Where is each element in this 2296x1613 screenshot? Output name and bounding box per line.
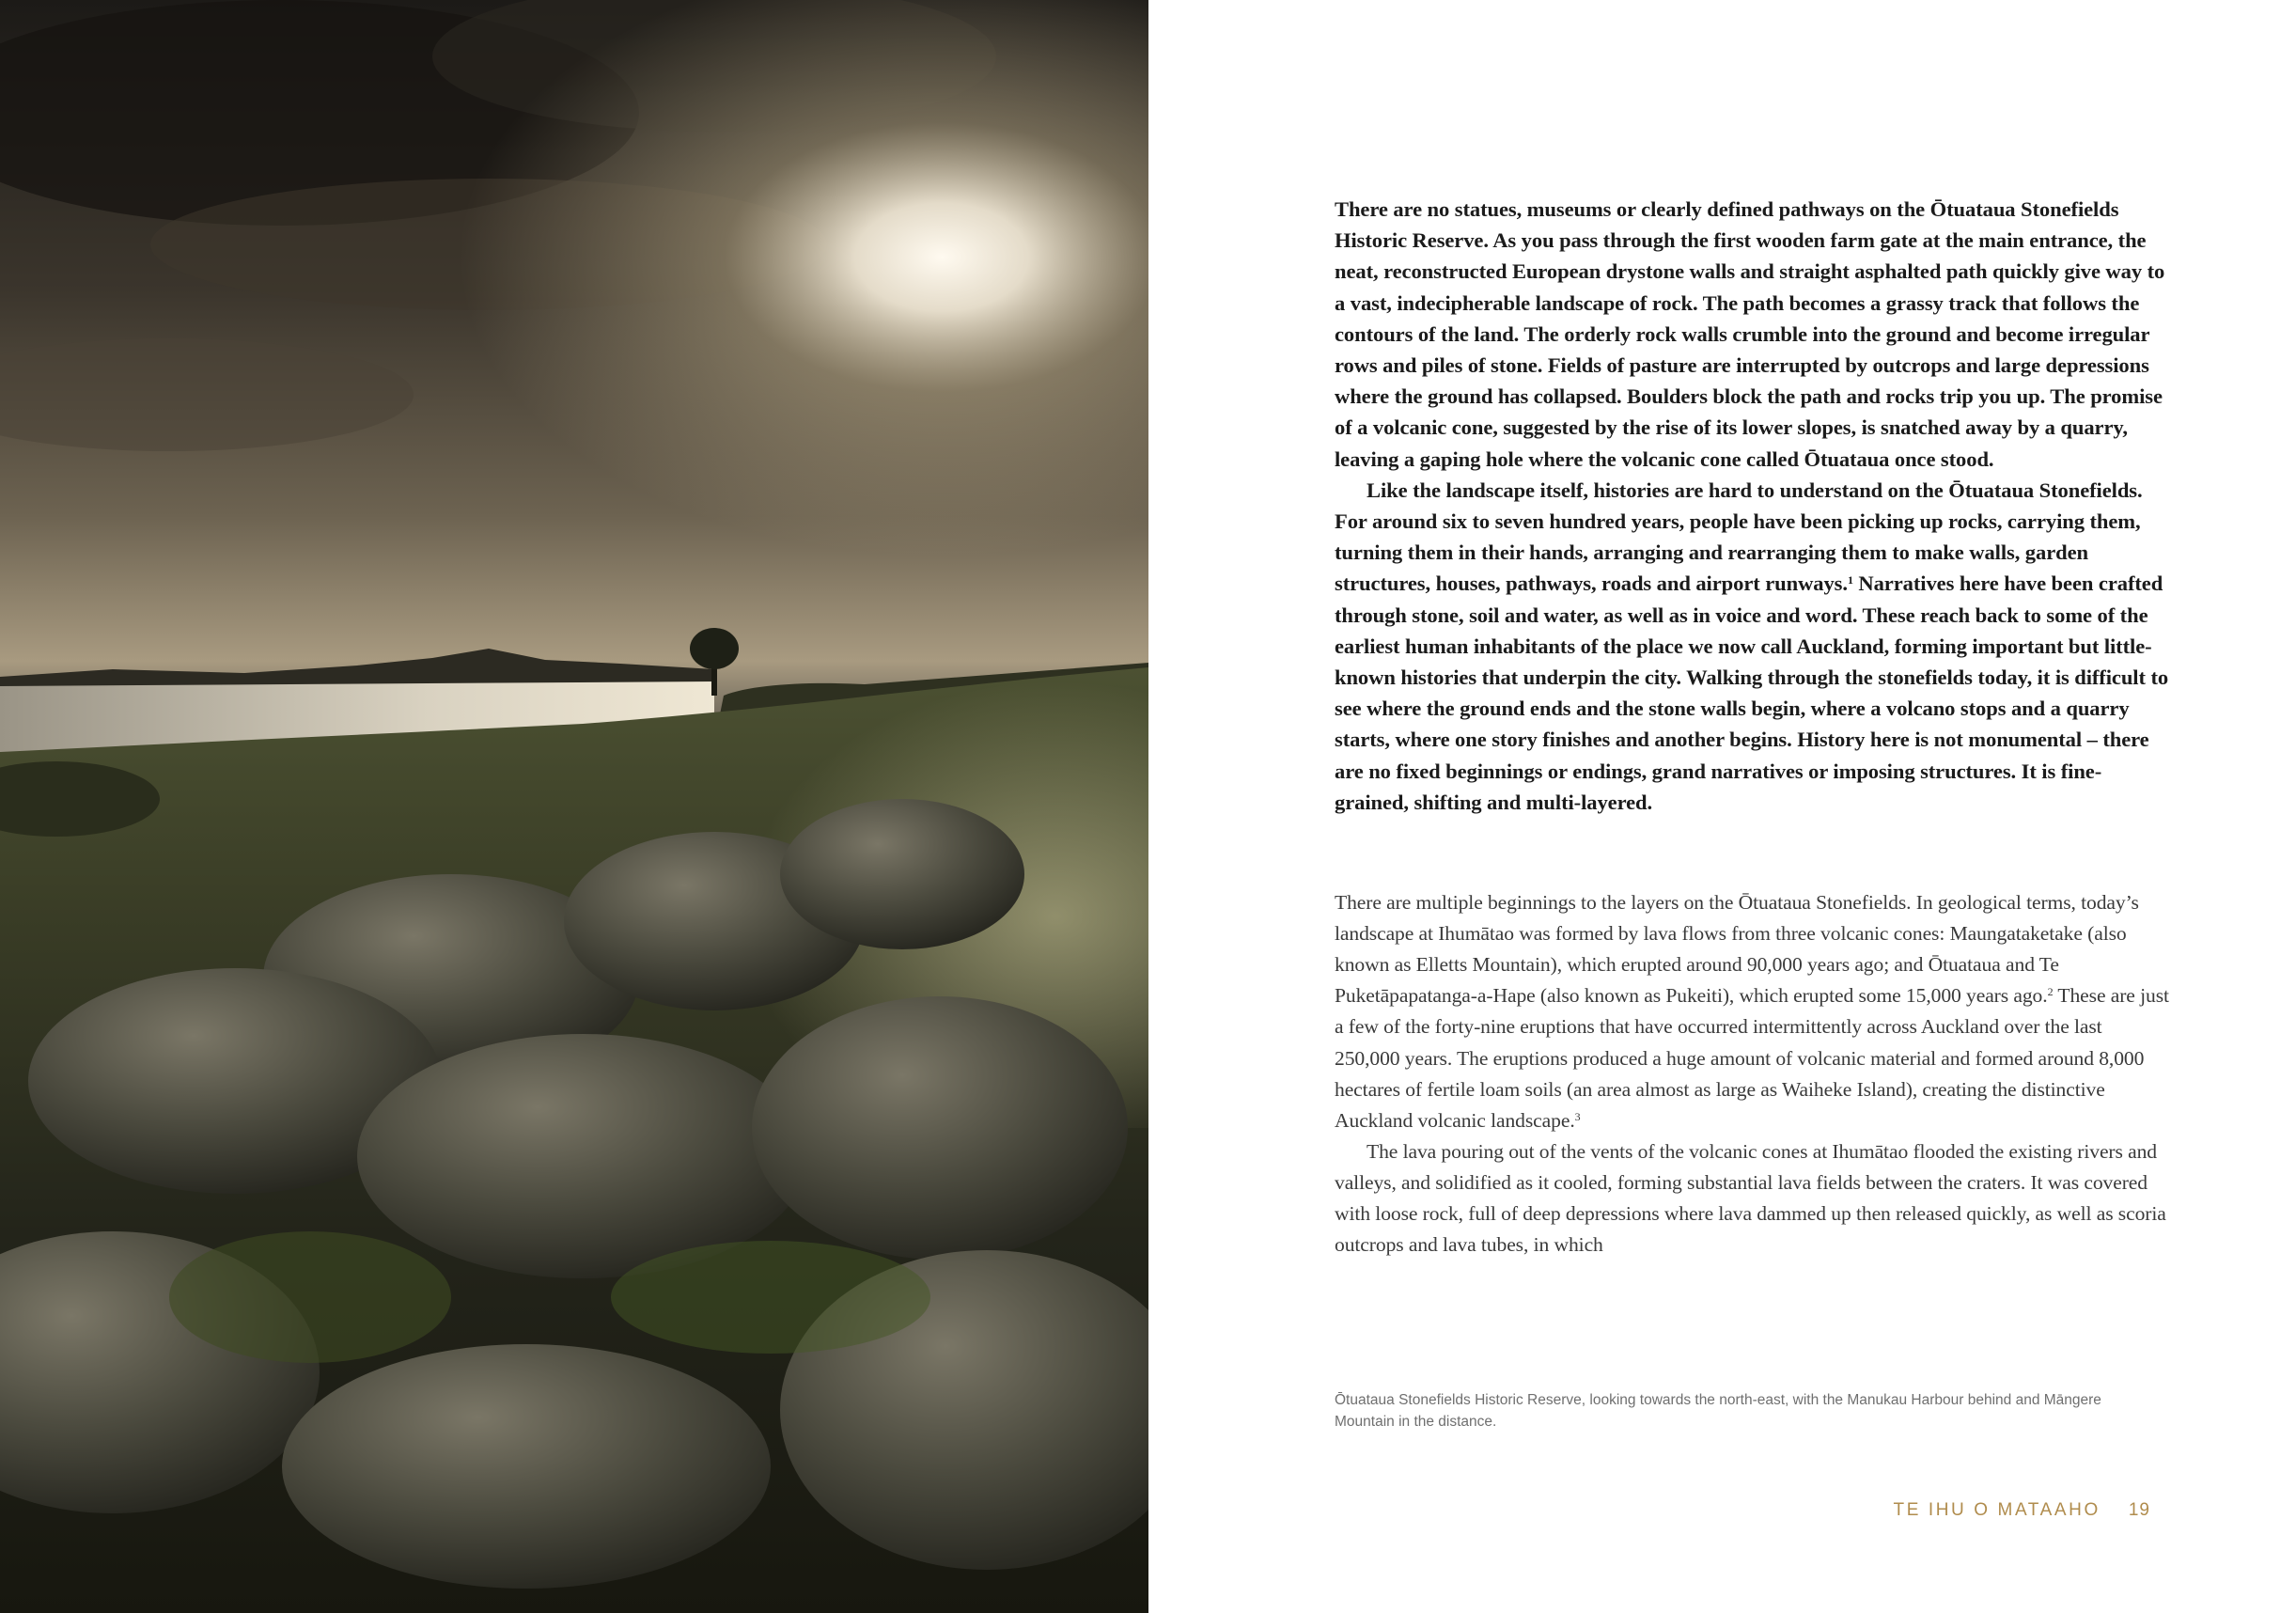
body-paragraph-1 [1335, 887, 2171, 1136]
lead-section [1335, 194, 2171, 818]
page-number: 19 [2128, 1500, 2150, 1520]
running-head: TE IHU O MATAAHO [1893, 1500, 2101, 1520]
text-page [1148, 0, 2296, 1613]
lead-paragraph-2 [1335, 475, 2171, 818]
footnote-ref-1: 1 [1847, 573, 1853, 587]
body-paragraph-1-text-a: There are multiple beginnings to the layers on the Ōtuataua Stonefields. In geological terms, today’s landscape at Ihumātao was formed by lava flows from three volcanic cones: Maungataketake (also known as Elletts Mountain), which erupted around 90,000 years ago; and Ōtuataua and Te Puketāpapatanga-a-Hape (also known as Pukeiti), which erupted some 15,000 years ago. [1335, 891, 2139, 1008]
photo-caption: Ōtuataua Stonefields Historic Reserve, looking towards the north-east, with the Manukau Harbour behind and Māngere Mountain in the distance. [1335, 1392, 2101, 1430]
page-footer [1894, 1500, 2151, 1521]
body-paragraph-2: The lava pouring out of the vents of the volcanic cones at Ihumātao flooded the existing rivers and valleys, and solidified as it cooled, forming substantial lava fields between the craters. It was covered with loose rock, full of deep depressions where lava dammed up then released quickly, as well as scoria outcrops and lava tubes, in which [1335, 1139, 2166, 1257]
footnote-ref-3: 3 [1574, 1109, 1581, 1123]
body-section [1335, 887, 2171, 1261]
footnote-ref-2: 2 [2047, 985, 2054, 999]
body-paragraph-1-text-b: These are just a few of the forty-nine eruptions that have occurred intermittently across Auckland over the last 250,000 years. The eruptions produced a huge amount of volcanic material and formed around 8,000 hectares of fertile loam soils (an area almost as large as Waiheke Island), creating the distinctive Auckland volcanic landscape. [1335, 984, 2169, 1132]
lead-paragraph-2-text-a: Like the landscape itself, histories are hard to understand on the Ōtuataua Stonefields. For around six to seven hundred years, people have been picking up rocks, carrying them, turning them in their hands, arranging and rearranging them to make walls, garden structures, houses, pathways, roads and airport runways. [1335, 478, 2143, 596]
lead-paragraph-1: There are no statues, museums or clearly defined pathways on the Ōtuataua Stonefields Historic Reserve. As you pass through the first wooden farm gate at the main entrance, the neat, reconstructed European drystone walls and straight asphalted path quickly give way to a vast, indecipherable landscape of rock. The path becomes a grassy track that follows the contours of the land. The orderly rock walls crumble into the ground and become irregular rows and piles of stone. Fields of pasture are interrupted by outcrops and large depressions where the ground has collapsed. Boulders block the path and rocks trip you up. The promise of a volcanic cone, suggested by the rise of its lower slopes, is snatched away by a quarry, leaving a gaping hole where the volcanic cone called Ōtuataua once stood. [1335, 197, 2165, 471]
article-column [1335, 194, 2171, 1261]
lead-paragraph-2-text-b: Narratives here have been crafted through stone, soil and water, as well as in voice and word. These reach back to some of the earliest human inhabitants of the place we now call Auckland, forming important but little-known histories that underpin the city. Walking through the stonefields today, it is difficult to see where the ground ends and the stone walls begin, where a volcano stops and a quarry starts, where one story finishes and another begins. History here is not monumental – there are no fixed beginnings or endings, grand narratives or imposing structures. It is fine-grained, shifting and multi-layered. [1335, 572, 2169, 814]
